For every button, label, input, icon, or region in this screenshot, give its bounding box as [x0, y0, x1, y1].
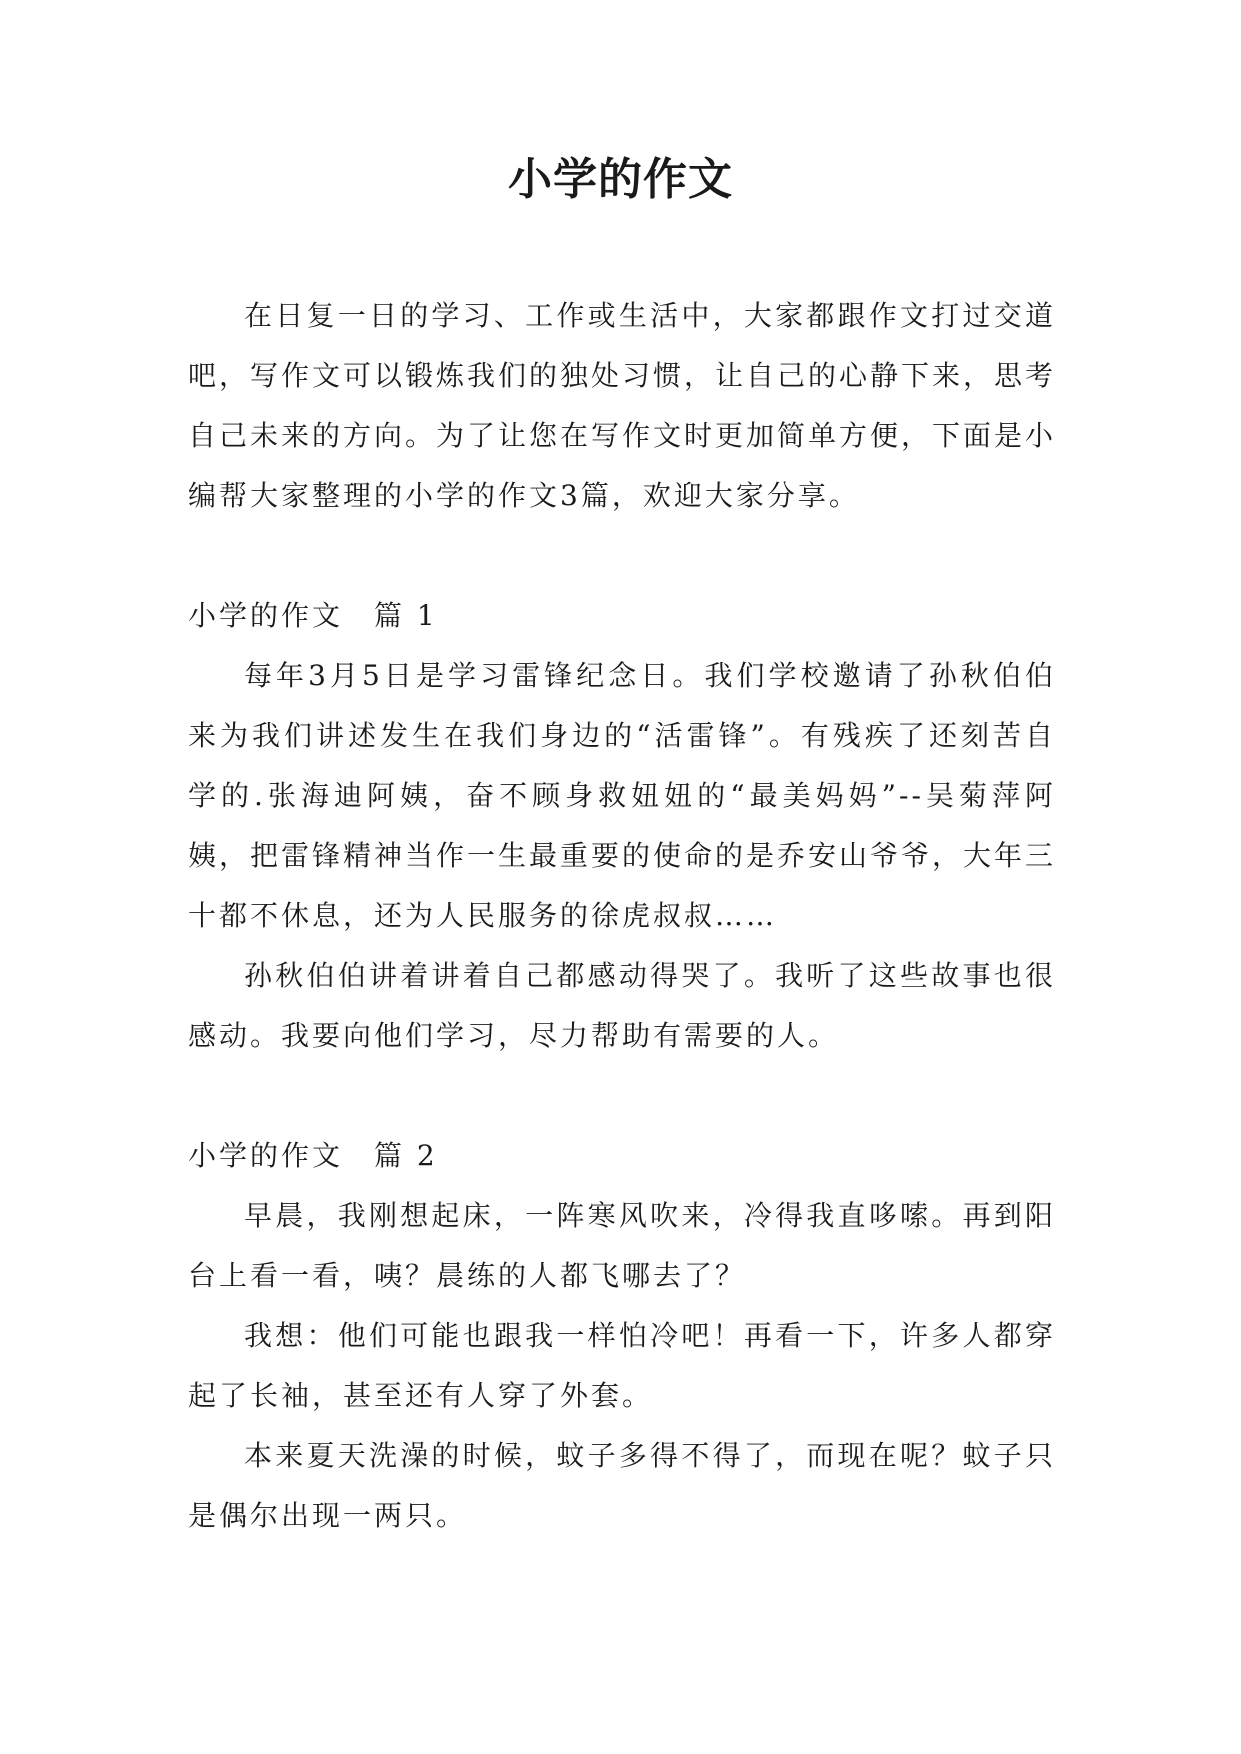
section-heading: 小学的作文 篇 2 — [188, 1139, 438, 1172]
body-paragraph: 早晨，我刚想起床，一阵寒风吹来，冷得我直哆嗦。再到阳台上看一看，咦？晨练的人都飞哪去了？ — [188, 1199, 1056, 1292]
spacer — [188, 526, 1056, 586]
spacer — [188, 1066, 1056, 1126]
document-title: 小学的作文 — [508, 154, 733, 205]
section-heading: 小学的作文 篇 1 — [188, 599, 438, 632]
document-body — [188, 286, 1056, 1546]
intro-paragraph: 在日复一日的学习、工作或生活中，大家都跟作文打过交道吧，写作文可以锻炼我们的独处习惯，让自己的心静下来，思考自己未来的方向。为了让您在写作文时更加简单方便，下面是小编帮大家整理的小学的作文3篇，欢迎大家分享。 — [188, 299, 1057, 512]
essay-section-2 — [188, 1126, 1056, 1546]
body-paragraph: 孙秋伯伯讲着讲着自己都感动得哭了。我听了这些故事也很感动。我要向他们学习，尽力帮助有需要的人。 — [188, 959, 1056, 1052]
body-paragraph: 每年3月5日是学习雷锋纪念日。我们学校邀请了孙秋伯伯来为我们讲述发生在我们身边的“活雷锋”。有残疾了还刻苦自学的.张海迪阿姨，奋不顾身救妞妞的“最美妈妈”--吴菊萍阿姨，把雷锋精神当作一生最重要的使命的是乔安山爷爷，大年三十都不休息，还为人民服务的徐虎叔叔…… — [188, 659, 1057, 932]
essay-section-1 — [188, 586, 1056, 1066]
body-paragraph: 本来夏天洗澡的时候，蚊子多得不得了，而现在呢？蚊子只是偶尔出现一两只。 — [188, 1439, 1056, 1532]
body-paragraph: 我想：他们可能也跟我一样怕冷吧！再看一下，许多人都穿起了长袖，甚至还有人穿了外套。 — [188, 1319, 1056, 1412]
